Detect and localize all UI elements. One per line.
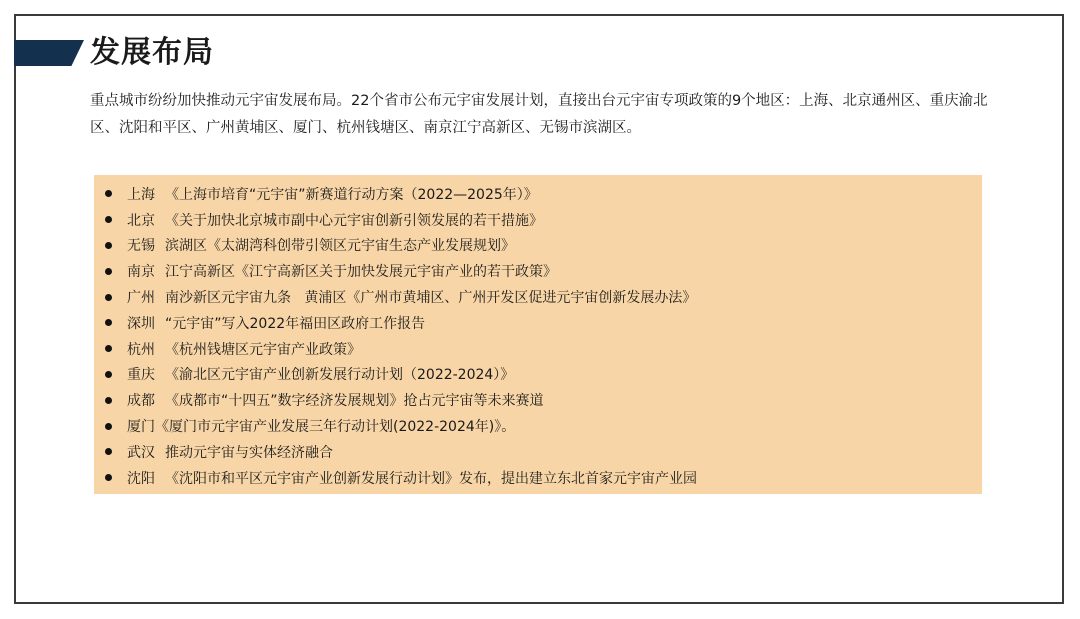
policy-text: 《渝北区元宇宙产业创新发展行动计划（2022-2024）》 <box>165 367 515 384</box>
policy-city: 广州 <box>127 290 155 307</box>
policy-text: 《厦门市元宇宙产业发展三年行动计划(2022-2024年)》。 <box>155 419 516 436</box>
list-item <box>94 310 982 336</box>
policy-text: 江宁高新区《江宁高新区关于加快发展元宇宙产业的若干政策》 <box>165 264 557 281</box>
list-item <box>94 284 982 310</box>
bullet-icon <box>105 216 112 223</box>
bullet-icon <box>105 345 112 352</box>
bullet-icon <box>105 397 112 404</box>
policy-list <box>94 181 982 491</box>
intro-paragraph: 重点城市纷纷加快推动元宇宙发展布局。22个省市公布元宇宙发展计划，直接出台元宇宙专项政策的9个地区：上海、北京通州区、重庆渝北区、沈阳和平区、广州黄埔区、厦门、杭州钱塘区、南京江宁高新区、无锡市滨湖区。 <box>90 93 988 136</box>
list-item <box>94 465 982 491</box>
bullet-icon <box>105 319 112 326</box>
bullet-icon <box>105 242 112 249</box>
bullet-icon <box>105 268 112 275</box>
list-item <box>94 336 982 362</box>
list-item <box>94 362 982 388</box>
bullet-icon <box>105 294 112 301</box>
policy-city: 厦门 <box>127 419 155 436</box>
bullet-icon <box>105 448 112 455</box>
policy-city: 南京 <box>127 264 155 281</box>
policy-city: 重庆 <box>127 367 155 384</box>
policy-text: 南沙新区元宇宙九条 黄浦区《广州市黄埔区、广州开发区促进元宇宙创新发展办法》 <box>165 290 697 307</box>
list-item <box>94 439 982 465</box>
policy-city: 北京 <box>127 212 155 229</box>
list-item <box>94 387 982 413</box>
policy-city: 杭州 <box>127 341 155 358</box>
policy-city: 无锡 <box>127 238 155 255</box>
list-item <box>94 258 982 284</box>
bullet-icon <box>105 423 112 430</box>
policy-panel <box>94 175 982 494</box>
policy-text: “元宇宙”写入2022年福田区政府工作报告 <box>165 315 426 332</box>
list-item <box>94 413 982 439</box>
list-item <box>94 207 982 233</box>
policy-text: 推动元宇宙与实体经济融合 <box>165 444 333 461</box>
policy-text: 《上海市培育“元宇宙”新赛道行动方案（2022—2025年）》 <box>165 186 538 203</box>
policy-city: 沈阳 <box>127 470 155 487</box>
policy-text: 《沈阳市和平区元宇宙产业创新发展行动计划》发布，提出建立东北首家元宇宙产业园 <box>165 470 697 487</box>
policy-city: 上海 <box>127 186 155 203</box>
list-item <box>94 181 982 207</box>
list-item <box>94 233 982 259</box>
policy-text: 《成都市“十四五”数字经济发展规划》抢占元宇宙等未来赛道 <box>165 393 544 410</box>
policy-text: 滨湖区《太湖湾科创带引领区元宇宙生态产业发展规划》 <box>165 238 515 255</box>
bullet-icon <box>105 371 112 378</box>
policy-city: 深圳 <box>127 315 155 332</box>
policy-text: 《杭州钱塘区元宇宙产业政策》 <box>165 341 361 358</box>
policy-text: 《关于加快北京城市副中心元宇宙创新引领发展的若干措施》 <box>165 212 543 229</box>
page-title: 发展布局 <box>90 35 214 70</box>
bullet-icon <box>105 474 112 481</box>
bullet-icon <box>105 190 112 197</box>
policy-city: 成都 <box>127 393 155 410</box>
policy-city: 武汉 <box>127 444 155 461</box>
